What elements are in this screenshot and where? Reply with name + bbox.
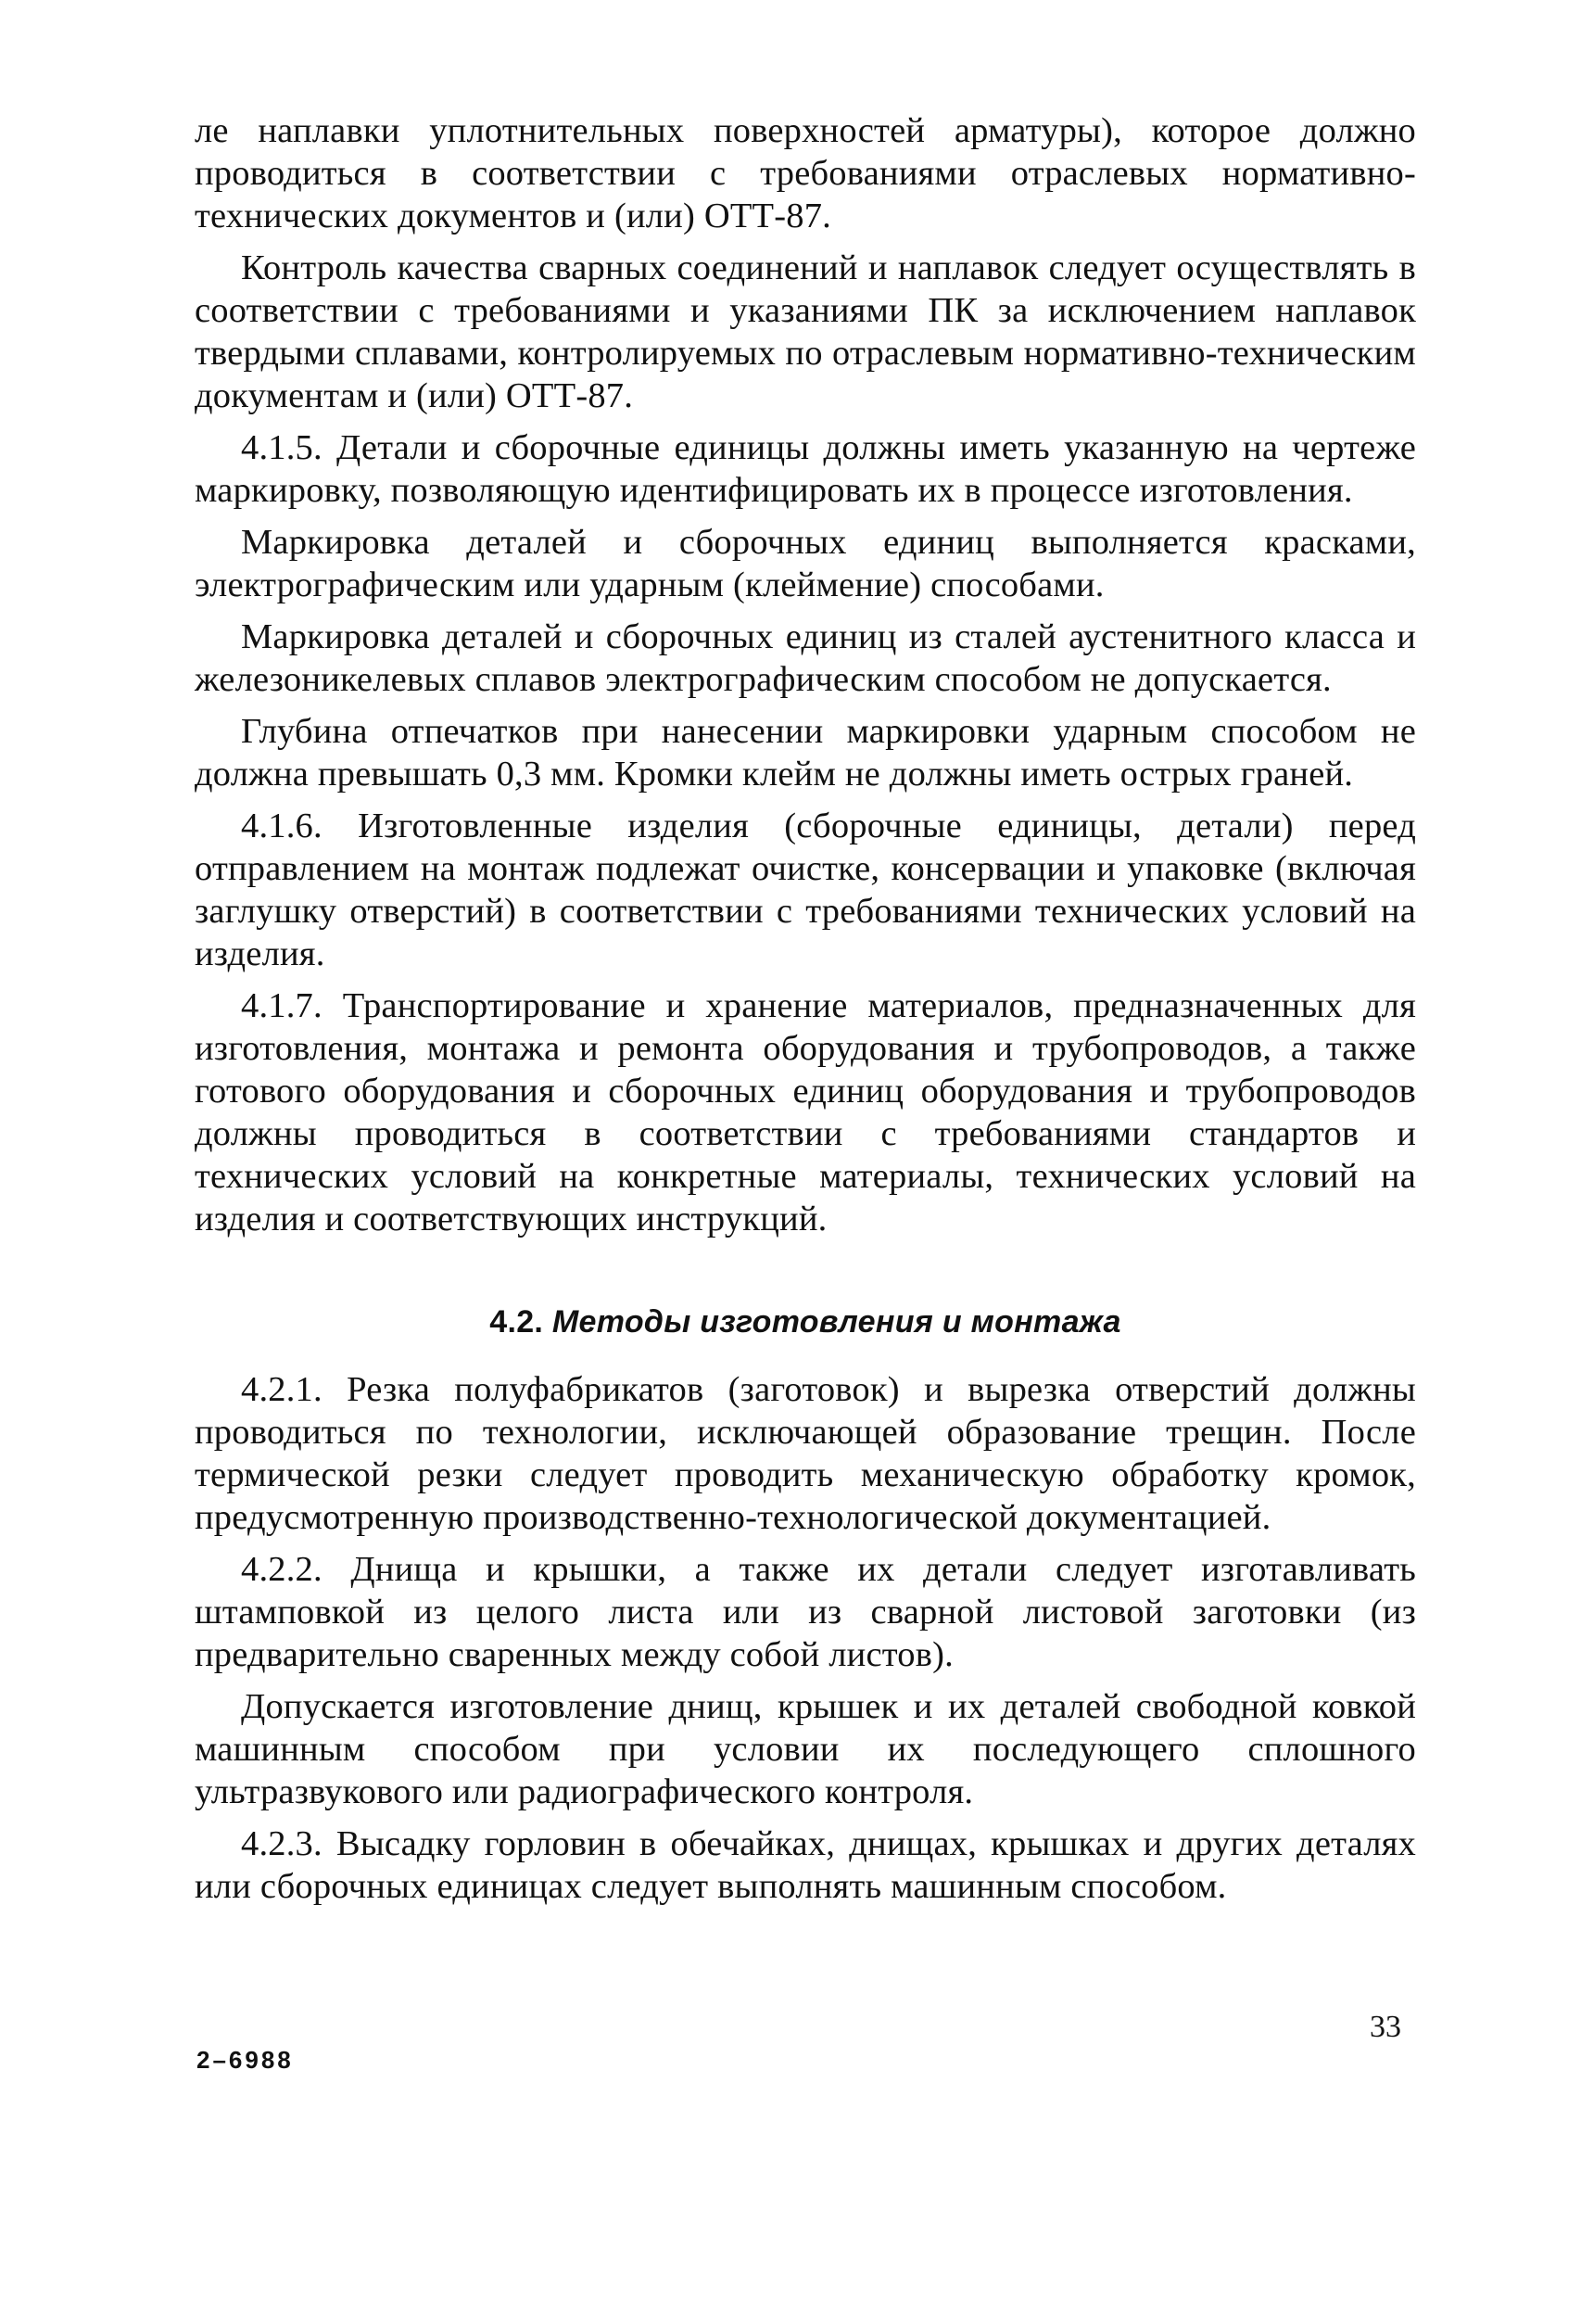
paragraph-marking-methods: Маркировка деталей и сборочных единиц выполняется красками, электрографическим или ударным (клеймение) способами.: [195, 523, 1416, 604]
paragraph-continuation: ле наплавки уплотнительных поверхностей арматуры), которое должно проводиться в соответствии с требованиями отраслевых нормативно-технических документов и (или) ОТТ-87.: [195, 111, 1416, 235]
paragraph-quality-control: Контроль качества сварных соединений и наплавок следует осуществлять в соответствии с требованиями и указаниями ПК за исключением наплавок твердыми сплавами, контролируемых по отраслевым нормативно-техническим документам и (или) ОТТ-87.: [195, 248, 1416, 415]
document-page: [195, 109, 1416, 1917]
paragraph-4-1-7: 4.1.7. Транспортирование и хранение материалов, предназначенных для изготовления, монтажа и ремонта оборудования и трубопроводов, а также готового оборудования и сборочных единиц оборудования и трубопроводов должны проводиться в соответствии с требованиями стандартов и технических условий на конкретные материалы, технических условий на изделия и соответствующих инструкций.: [195, 986, 1416, 1238]
paragraph-4-1-5: 4.1.5. Детали и сборочные единицы должны иметь указанную на чертеже маркировку, позволяющую идентифицировать их в процессе изготовления.: [195, 428, 1416, 510]
section-title: Методы изготовления и монтажа: [551, 1304, 1121, 1340]
footer-print-code: 2–6988: [196, 2046, 294, 2074]
paragraph-forging-allowed: Допускается изготовление днищ, крышек и их деталей свободной ковкой машинным способом при условии их последующего сплошного ультразвукового или радиографического контроля.: [195, 1687, 1416, 1811]
paragraph-marking-austenitic: Маркировка деталей и сборочных единиц из сталей аустенитного класса и железоникелевых сплавов электрографическим способом не допускается.: [195, 617, 1416, 699]
page-number: 33: [1370, 2010, 1401, 2044]
paragraph-4-2-3: 4.2.3. Высадку горловин в обечайках, днищах, крышках и других деталях или сборочных единицах следует выполнять машинным способом.: [195, 1824, 1416, 1906]
section-heading: [195, 1302, 1416, 1342]
section-number: 4.2.: [489, 1304, 544, 1340]
paragraph-4-2-2: 4.2.2. Днища и крышки, а также их детали следует изготавливать штамповкой из целого листа или из сварной листовой заготовки (из предварительно сваренных между собой листов).: [195, 1550, 1416, 1674]
paragraph-marking-depth: Глубина отпечатков при нанесении маркировки ударным способом не должна превышать 0,3 мм. Кромки клейм не должны иметь острых граней.: [195, 712, 1416, 794]
paragraph-4-2-1: 4.2.1. Резка полуфабрикатов (заготовок) и вырезка отверстий должны проводиться по технологии, исключающей образование трещин. После термической резки следует проводить механическую обработку кромок, предусмотренную производственно-технологической документацией.: [195, 1370, 1416, 1537]
paragraph-4-1-6: 4.1.6. Изготовленные изделия (сборочные единицы, детали) перед отправлением на монтаж подлежат очистке, консервации и упаковке (включая заглушку отверстий) в соответствии с требованиями технических условий на изделия.: [195, 806, 1416, 973]
